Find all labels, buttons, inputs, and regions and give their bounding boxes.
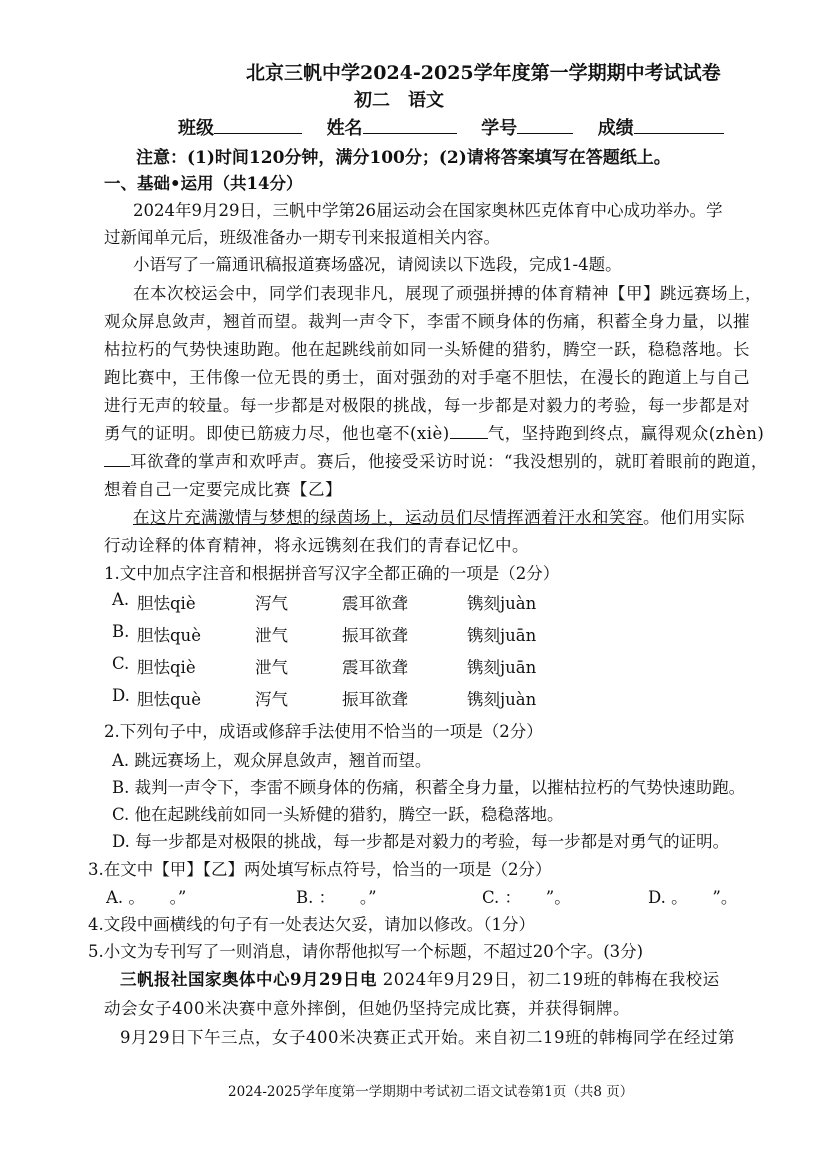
zhen-blank[interactable]: [104, 466, 130, 467]
q2-option-c: C. 他在起跳线前如同一头矫健的猎豹，腾空一跃，稳稳落地。: [112, 805, 564, 824]
q1-a-label: A.: [112, 590, 130, 609]
q3-option-c: C. ： ”。: [482, 888, 571, 907]
q3-option-d: D. 。 ”。: [648, 888, 738, 907]
passage-line-5: 进行无声的较量。每一步都是对极限的挑战，每一步都是对毅力的考验，每一步都是对: [104, 396, 750, 415]
q2-option-b: B. 裁判一声令下，李雷不顾身体的伤痛，积蓄全身力量，以摧枯拉朽的气势快速助跑。: [112, 778, 746, 797]
passage-line-10: 行动诠释的体育精神，将永远镌刻在我们的青春记忆中。: [104, 536, 529, 555]
intro-line-2: 过新闻单元后，班级准备办一期专刊来报道相关内容。: [104, 228, 500, 247]
score-blank[interactable]: [634, 133, 724, 134]
passage-line-7-text: 耳欲聋的掌声和欢呼声。赛后，他接受采访时说：“我没想别的，就盯着眼前的跑道，: [130, 452, 768, 471]
q1-c-item3: 震耳欲聋: [342, 658, 408, 677]
q1-a-item3: 震耳欲聋: [342, 594, 408, 613]
exam-notice: 注意：(1)时间120分钟，满分100分；(2)请将答案填写在答题纸上。: [136, 148, 671, 168]
q3-option-a: A. 。 。”: [106, 888, 187, 907]
exam-title: 北京三帆中学2024-2025学年度第一学期期中考试试卷: [246, 62, 721, 84]
passage-line-6a: 勇气的证明。即使已筋疲力尽，他也毫不(xiè): [104, 424, 450, 443]
passage-line-2: 观众屏息敛声，翘首而望。裁判一声令下，李雷不顾身体的伤痛，积蓄全身力量，以摧: [104, 312, 750, 331]
q3-stem: 3.在文中【甲】【乙】两处填写标点符号，恰当的一项是（2分）: [88, 860, 552, 879]
exam-subtitle: 初二 语文: [354, 90, 444, 111]
q2-option-d: D. 每一步都是对极限的挑战，每一步都是对毅力的考验，每一步都是对勇气的证明。: [112, 832, 730, 851]
passage-line-3: 枯拉朽的气势快速助跑。他在起跳线前如同一头矫健的猎豹，腾空一跃，稳稳落地。长: [104, 340, 750, 359]
score-label: 成绩: [597, 118, 634, 139]
info-fields: [178, 114, 724, 140]
xie-blank[interactable]: [450, 438, 488, 439]
name-blank[interactable]: [363, 133, 457, 134]
student-id-blank[interactable]: [517, 133, 573, 134]
q1-c-item4: 镌刻juān: [467, 658, 537, 677]
section-heading: 一、基础•运用（共14分）: [104, 174, 303, 193]
intro-line-1: 2024年9月29日，三帆中学第26届运动会在国家奥林匹克体育中心成功举办。学: [133, 201, 723, 220]
passage-line-7: [104, 448, 768, 472]
news-line-2: 动会女子400米决赛中意外摔倒，但她仍坚持完成比赛，并获得铜牌。: [104, 999, 630, 1018]
name-label: 姓名: [326, 118, 363, 139]
passage-line-9: [133, 504, 745, 528]
student-id-label: 学号: [481, 118, 518, 139]
q5-stem: 5.小文为专刊写了一则消息，请你帮他拟写一个标题，不超过20个字。(3分): [88, 942, 644, 961]
news-line-3: 9月29日下午三点，女子400米决赛正式开始。来自初二19班的韩梅同学在经过第: [120, 1028, 735, 1047]
q1-b-item3: 振耳欲聋: [342, 626, 408, 645]
class-label: 班级: [178, 118, 214, 139]
q2-stem: 2.下列句子中，成语或修辞手法使用不恰当的一项是（2分）: [104, 722, 543, 741]
q1-stem: 1.文中加点字注音和根据拼音写汉字全都正确的一项是（2分）: [104, 564, 560, 583]
page-footer: 2024-2025学年度第一学期期中考试初二语文试卷第1页（共8 页）: [228, 1084, 634, 1100]
q1-b-label: B.: [112, 622, 130, 641]
q1-a-item2: 泻气: [255, 594, 288, 613]
passage-line-8: 想着自己一定要完成比赛【乙】: [104, 480, 342, 499]
q1-b-item1: 胆怯què: [137, 626, 201, 645]
q1-a-item4: 镌刻juàn: [467, 594, 537, 613]
underlined-sentence: 在这片充满激情与梦想的绿茵场上，运动员们尽情挥洒着汗水和笑容: [133, 508, 643, 527]
q1-d-label: D.: [112, 686, 130, 705]
news-line-1-rest: 2024年9月29日，初二19班的韩梅在我校运: [382, 970, 720, 989]
q1-c-label: C.: [112, 654, 130, 673]
q3-option-b: B. ： 。”: [296, 888, 377, 907]
q1-d-item3: 振耳欲聋: [342, 690, 408, 709]
q1-c-item2: 泄气: [255, 658, 288, 677]
intro-line-3: 小语写了一篇通讯稿报道赛场盛况，请阅读以下选段，完成1-4题。: [133, 255, 622, 274]
passage-line-1: 在本次校运会中，同学们表现非凡，展现了顽强拼搏的体育精神【甲】跳远赛场上，: [133, 284, 762, 303]
news-dateline: 三帆报社国家奥体中心9月29日电: [120, 970, 377, 989]
passage-line-9-rest: 。他们用实际: [643, 508, 745, 527]
q4-stem: 4.文段中画横线的句子有一处表达欠妥，请加以修改。（1分）: [88, 915, 535, 934]
q1-b-item2: 泄气: [255, 626, 288, 645]
q1-d-item1: 胆怯què: [137, 690, 201, 709]
q1-a-item1: 胆怯qiè: [137, 594, 196, 613]
passage-line-6: [104, 420, 764, 444]
passage-line-6b: 气，坚持跑到终点，赢得观众(zhèn): [487, 424, 765, 443]
q1-d-item4: 镌刻juàn: [467, 690, 537, 709]
q1-b-item4: 镌刻juān: [467, 626, 537, 645]
q1-d-item2: 泻气: [255, 690, 288, 709]
q1-c-item1: 胆怯qiè: [137, 658, 196, 677]
news-line-1: [120, 966, 720, 990]
q2-option-a: A. 跳远赛场上，观众屏息敛声，翘首而望。: [112, 751, 432, 770]
class-blank[interactable]: [214, 133, 302, 134]
passage-line-4: 跑比赛中，王伟像一位无畏的勇士，面对强劲的对手毫不胆怯，在漫长的跑道上与自己: [104, 368, 750, 387]
